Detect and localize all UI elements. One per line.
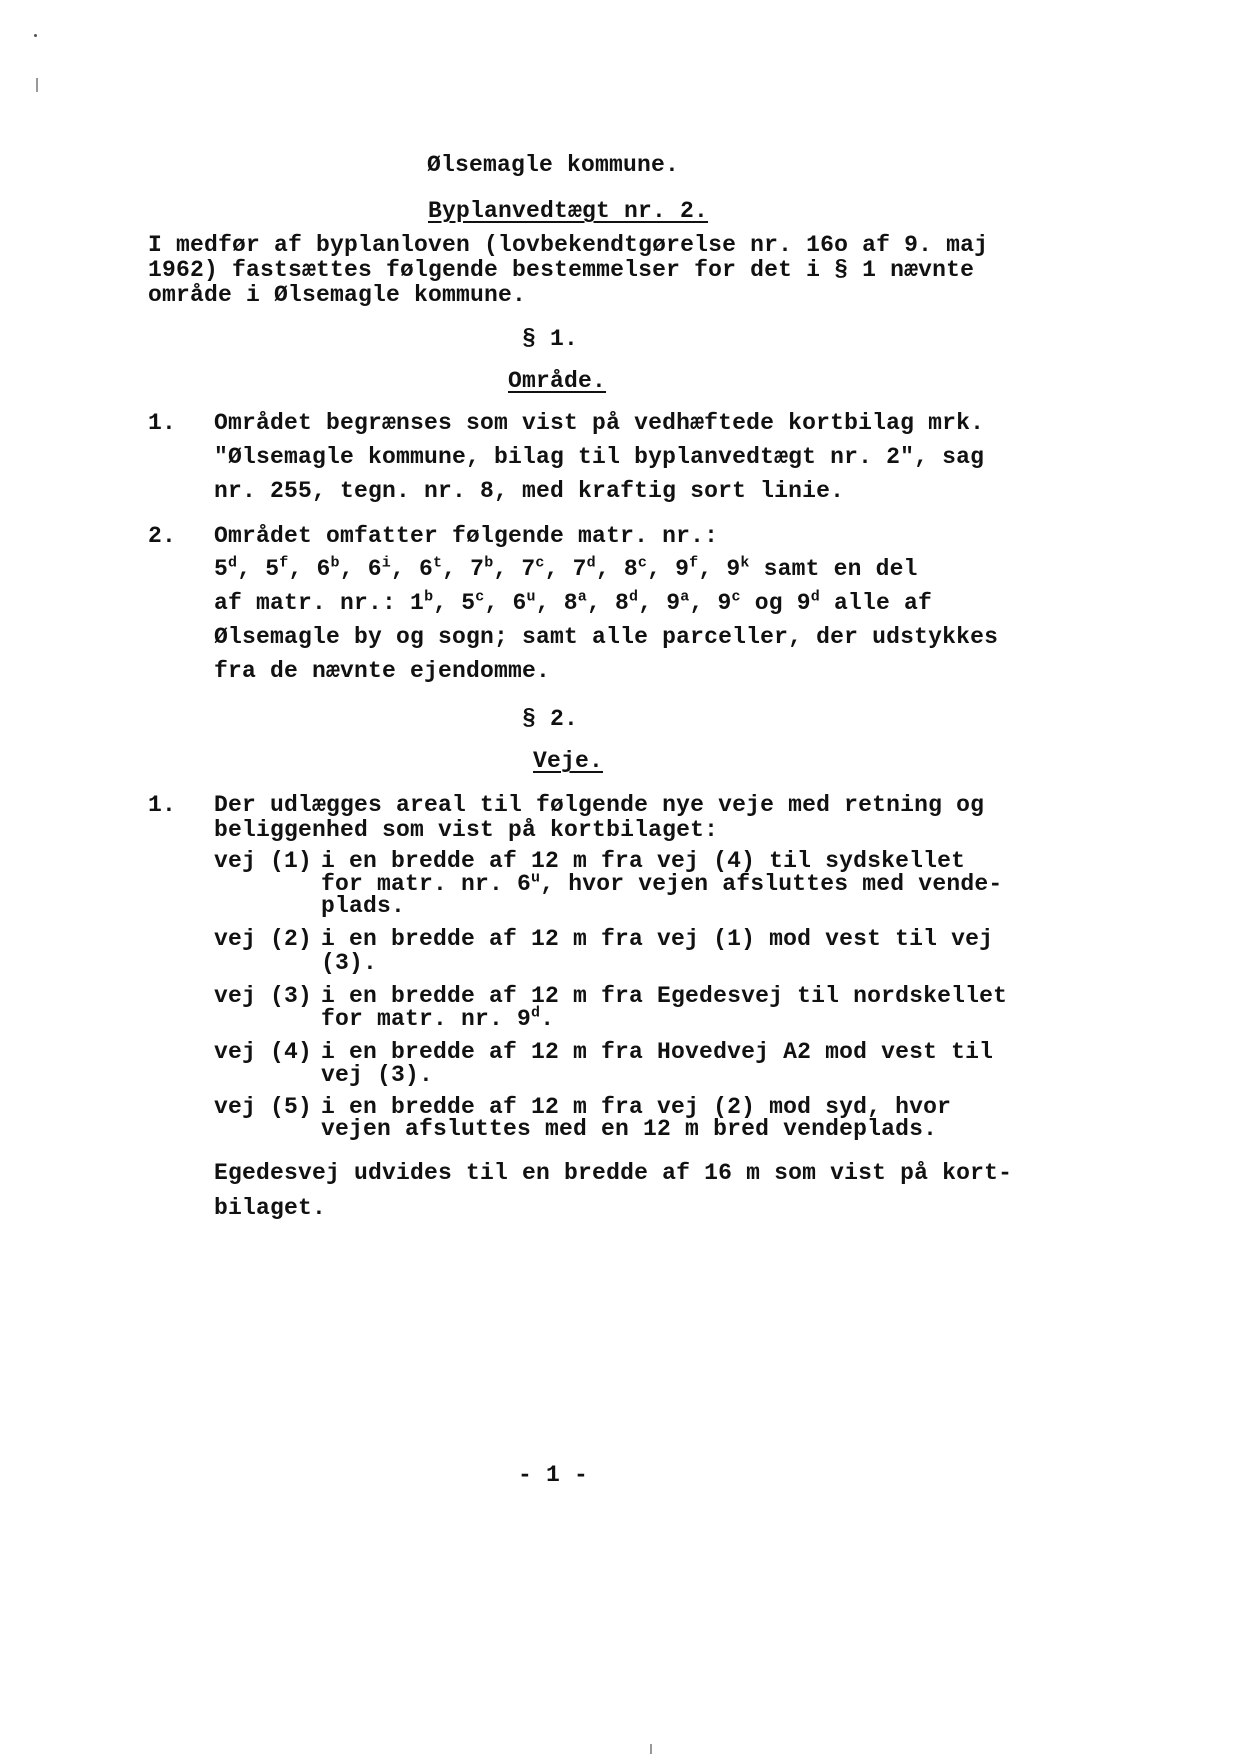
parcel-ref: 6$^t$ — [418, 554, 443, 582]
intro-line: 1962) fastsættes følgende bestemmelser for det i § 1 nævnte — [148, 257, 975, 283]
parcel-list-line — [214, 556, 918, 582]
paragraph-line: nr. 255, tegn. nr. 8, med kraftig sort linie. — [214, 478, 845, 504]
section-heading: Veje. — [533, 748, 604, 774]
road-description-line: i en bredde af 12 m fra vej (4) til sydskellet — [321, 848, 966, 874]
road-description-line: vejen afsluttes med en 12 m bred vendeplads. — [321, 1116, 938, 1142]
paragraph-line: "Ølsemagle kommune, bilag til byplanvedtægt nr. 2", sag — [214, 444, 985, 470]
road-description-line: i en bredde af 12 m fra Egedesvej til nordskellet — [321, 983, 1008, 1009]
road-label: vej (3) — [214, 983, 313, 1009]
paragraph-line: beliggenhed som vist på kortbilaget: — [214, 817, 719, 843]
intro-line: område i Ølsemagle kommune. — [148, 282, 527, 308]
parcel-ref: 6$^b$ — [316, 554, 340, 582]
paragraph-text: alle af — [833, 590, 932, 616]
page-number: - 1 - — [518, 1462, 589, 1488]
item-number: 1. — [148, 792, 177, 818]
parcel-ref: 7$^b$ — [470, 554, 494, 582]
paragraph-line: Området omfatter følgende matr. nr.: — [214, 523, 719, 549]
road-label: vej (1) — [214, 848, 313, 874]
paragraph-text: samt en del — [763, 556, 918, 582]
road-label: vej (4) — [214, 1039, 313, 1065]
parcel-ref: 9$^a$ — [666, 588, 690, 616]
road-label: vej (2) — [214, 926, 313, 952]
intro-line: I medfør af byplanloven (lovbekendtgørelse nr. 16o af 9. maj — [148, 232, 989, 258]
parcel-ref: 8$^c$ — [623, 554, 648, 582]
paragraph-line: Ølsemagle by og sogn; samt alle parceller, der udstykkes — [214, 624, 999, 650]
road-description-line: for matr. nr. 6$^u$, hvor vejen afsluttes med vende- — [321, 869, 1003, 897]
road-description-line: i en bredde af 12 m fra vej (2) mod syd, hvor — [321, 1094, 952, 1120]
parcel-ref: 5$^d$ — [214, 554, 238, 582]
scan-speck — [34, 34, 37, 37]
section-mark: § 1. — [522, 326, 579, 352]
parcel-ref: 9$^d$ — [796, 588, 820, 616]
road-description-line: i en bredde af 12 m fra Hovedvej A2 mod vest til — [321, 1039, 994, 1065]
parcel-ref: 9$^c$ — [717, 588, 741, 616]
municipality-name: Ølsemagle kommune. — [427, 152, 680, 178]
road-description-line: i en bredde af 12 m fra vej (1) mod vest til vej — [321, 926, 994, 952]
parcel-ref: 5$^f$ — [265, 554, 289, 582]
document-title: Byplanvedtægt nr. 2. — [428, 198, 709, 224]
paragraph-text: og — [754, 590, 783, 616]
parcel-ref: 9$^k$ — [726, 554, 750, 582]
parcel-ref: 7$^c$ — [521, 554, 545, 582]
paragraph-text: af matr. nr.: — [214, 590, 397, 616]
parcel-ref: 8$^d$ — [614, 588, 639, 616]
paragraph-line: Egedesvej udvides til en bredde af 16 m som vist på kort- — [214, 1160, 1013, 1186]
paragraph-line: Området begrænses som vist på vedhæftede kortbilag mrk. — [214, 410, 985, 436]
parcel-ref: 9$^f$ — [675, 554, 699, 582]
road-description-line: for matr. nr. 9$^d$. — [321, 1004, 555, 1032]
item-number: 2. — [148, 523, 177, 549]
road-description-line: (3). — [321, 950, 378, 976]
paragraph-line: Der udlægges areal til følgende nye veje med retning og — [214, 792, 985, 818]
scan-speck — [650, 1744, 652, 1754]
road-description-line: plads. — [321, 893, 406, 919]
parcel-ref: 7$^d$ — [572, 554, 596, 582]
parcel-ref: 6$^i$ — [367, 554, 391, 582]
parcel-ref: 5$^c$ — [461, 588, 485, 616]
parcel-ref: 8$^a$ — [563, 588, 587, 616]
road-label: vej (5) — [214, 1094, 313, 1120]
parcel-list: 5$^d$, 5$^f$, 6$^b$, 6$^i$, 6$^t$, 7$^b$, 7$^c$, 7$^d$, 8$^c$, 9$^f$, 9$^k$ — [214, 554, 750, 582]
parcel-list-line — [214, 590, 932, 616]
parcel-ref: 6$^u$ — [512, 588, 536, 616]
paragraph-line: bilaget. — [214, 1195, 327, 1221]
section-heading: Område. — [508, 368, 607, 394]
item-number: 1. — [148, 410, 177, 436]
parcel-list: 1$^b$, 5$^c$, 6$^u$, 8$^a$, 8$^d$, 9$^a$, 9$^c$ — [410, 588, 741, 616]
road-description-line: vej (3). — [321, 1062, 434, 1088]
section-mark: § 2. — [522, 706, 579, 732]
scan-speck — [36, 78, 38, 92]
parcel-ref: 1$^b$ — [410, 588, 434, 616]
paragraph-line: fra de nævnte ejendomme. — [214, 658, 551, 684]
